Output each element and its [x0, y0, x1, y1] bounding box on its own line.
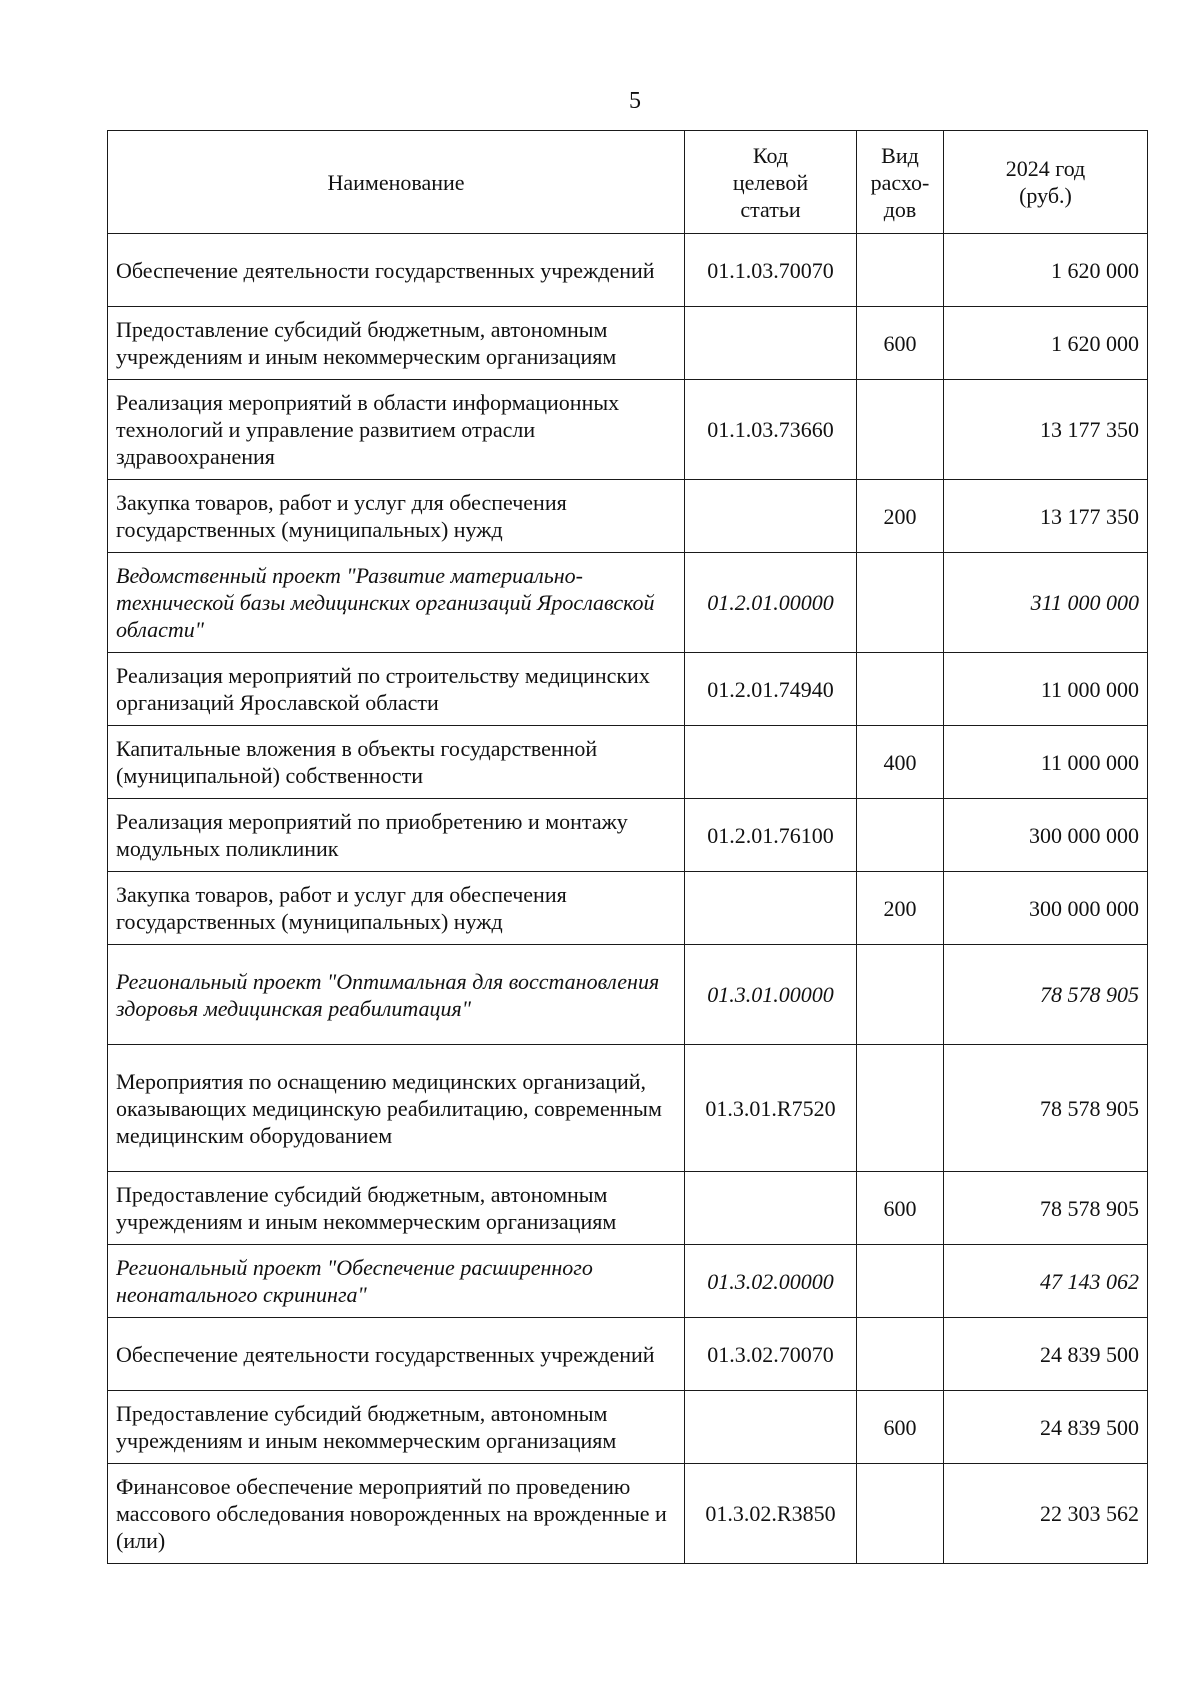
row-code-cell: 01.3.02.R3850	[685, 1464, 857, 1564]
row-name-cell: Финансовое обеспечение мероприятий по проведению массового обследования новорожденных на врожденные и (или)	[108, 1464, 685, 1564]
page-number: 5	[629, 88, 641, 114]
budget-table	[107, 130, 1148, 1564]
row-expense-type-cell	[857, 234, 944, 307]
row-name-cell: Мероприятия по оснащению медицинских организаций, оказывающих медицинскую реабилитацию, современным медицинским оборудованием	[108, 1045, 685, 1172]
row-code-cell	[685, 726, 857, 799]
row-name-cell: Закупка товаров, работ и услуг для обеспечения государственных (муниципальных) нужд	[108, 480, 685, 553]
row-code-cell	[685, 1172, 857, 1245]
row-code-cell: 01.2.01.00000	[685, 553, 857, 653]
row-expense-type-cell	[857, 1318, 944, 1391]
table-header	[108, 131, 1148, 234]
row-name-cell: Реализация мероприятий по строительству медицинских организаций Ярославской области	[108, 653, 685, 726]
row-expense-type-cell: 200	[857, 872, 944, 945]
row-code-cell: 01.3.02.70070	[685, 1318, 857, 1391]
row-amount-cell: 13 177 350	[944, 480, 1148, 553]
header-expense-type: Вид расхо-дов	[857, 131, 944, 234]
table-row	[108, 799, 1148, 872]
row-amount-cell: 11 000 000	[944, 653, 1148, 726]
row-name-cell: Предоставление субсидий бюджетным, автономным учреждениям и иным некоммерческим организациям	[108, 307, 685, 380]
row-expense-type-cell	[857, 1045, 944, 1172]
row-amount-cell: 300 000 000	[944, 872, 1148, 945]
row-amount-cell: 47 143 062	[944, 1245, 1148, 1318]
header-amount: 2024 год (руб.)	[944, 131, 1148, 234]
row-amount-cell: 11 000 000	[944, 726, 1148, 799]
row-name-cell: Предоставление субсидий бюджетным, автономным учреждениям и иным некоммерческим организациям	[108, 1391, 685, 1464]
row-code-cell: 01.3.01.R7520	[685, 1045, 857, 1172]
row-amount-cell: 78 578 905	[944, 945, 1148, 1045]
table-row	[108, 307, 1148, 380]
table-row	[108, 1464, 1148, 1564]
row-expense-type-cell	[857, 553, 944, 653]
row-expense-type-cell	[857, 653, 944, 726]
row-code-cell: 01.1.03.70070	[685, 234, 857, 307]
table-row	[108, 1245, 1148, 1318]
row-amount-cell: 1 620 000	[944, 234, 1148, 307]
row-amount-cell: 13 177 350	[944, 380, 1148, 480]
row-code-cell: 01.1.03.73660	[685, 380, 857, 480]
row-expense-type-cell: 600	[857, 1391, 944, 1464]
table-row	[108, 1391, 1148, 1464]
row-code-cell	[685, 1391, 857, 1464]
row-name-cell: Предоставление субсидий бюджетным, автономным учреждениям и иным некоммерческим организациям	[108, 1172, 685, 1245]
table-row	[108, 872, 1148, 945]
row-name-cell: Региональный проект "Обеспечение расширенного неонатального скрининга"	[108, 1245, 685, 1318]
row-name-cell: Обеспечение деятельности государственных учреждений	[108, 1318, 685, 1391]
row-name-cell: Реализация мероприятий в области информационных технологий и управление развитием отрасли здравоохранения	[108, 380, 685, 480]
row-name-cell: Ведомственный проект "Развитие материально-технической базы медицинских организаций Ярославской области"	[108, 553, 685, 653]
row-expense-type-cell	[857, 1464, 944, 1564]
row-code-cell: 01.2.01.74940	[685, 653, 857, 726]
row-expense-type-cell	[857, 380, 944, 480]
row-expense-type-cell: 400	[857, 726, 944, 799]
table-row	[108, 553, 1148, 653]
row-name-cell: Региональный проект "Оптимальная для восстановления здоровья медицинская реабилитация"	[108, 945, 685, 1045]
row-expense-type-cell	[857, 799, 944, 872]
header-name: Наименование	[108, 131, 685, 234]
row-amount-cell: 300 000 000	[944, 799, 1148, 872]
table-row	[108, 653, 1148, 726]
row-name-cell: Капитальные вложения в объекты государственной (муниципальной) собственности	[108, 726, 685, 799]
table-body	[108, 234, 1148, 1564]
table-row	[108, 1318, 1148, 1391]
row-expense-type-cell: 200	[857, 480, 944, 553]
row-name-cell: Закупка товаров, работ и услуг для обеспечения государственных (муниципальных) нужд	[108, 872, 685, 945]
row-expense-type-cell	[857, 945, 944, 1045]
row-amount-cell: 22 303 562	[944, 1464, 1148, 1564]
table-row	[108, 726, 1148, 799]
row-code-cell	[685, 480, 857, 553]
table-row	[108, 1172, 1148, 1245]
row-expense-type-cell: 600	[857, 1172, 944, 1245]
row-code-cell: 01.3.01.00000	[685, 945, 857, 1045]
header-row	[108, 131, 1148, 234]
row-code-cell	[685, 307, 857, 380]
row-name-cell: Обеспечение деятельности государственных учреждений	[108, 234, 685, 307]
row-expense-type-cell	[857, 1245, 944, 1318]
row-expense-type-cell: 600	[857, 307, 944, 380]
row-amount-cell: 78 578 905	[944, 1045, 1148, 1172]
row-amount-cell: 78 578 905	[944, 1172, 1148, 1245]
row-code-cell	[685, 872, 857, 945]
row-code-cell: 01.2.01.76100	[685, 799, 857, 872]
table-row	[108, 234, 1148, 307]
row-amount-cell: 1 620 000	[944, 307, 1148, 380]
row-name-cell: Реализация мероприятий по приобретению и монтажу модульных поликлиник	[108, 799, 685, 872]
table-row	[108, 480, 1148, 553]
table-row	[108, 945, 1148, 1045]
table-row	[108, 1045, 1148, 1172]
row-code-cell: 01.3.02.00000	[685, 1245, 857, 1318]
row-amount-cell: 24 839 500	[944, 1391, 1148, 1464]
table-row	[108, 380, 1148, 480]
row-amount-cell: 311 000 000	[944, 553, 1148, 653]
header-code: Код целевой статьи	[685, 131, 857, 234]
row-amount-cell: 24 839 500	[944, 1318, 1148, 1391]
